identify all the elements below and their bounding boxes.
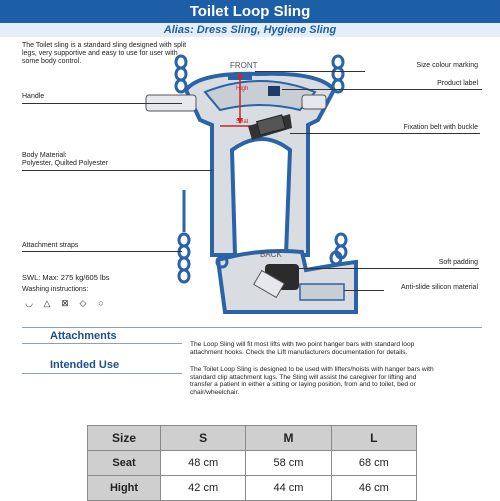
attachment-straps-label: Attachment straps (22, 242, 79, 249)
no-tumble-dry-icon: ⊠ (61, 298, 69, 308)
attachments-text: The Loop Sling will fit most lifts with two point hanger bars with standard loop attachment hooks. Check the Lift manufacturers documentation for details. (190, 341, 415, 356)
high-label: High (236, 86, 249, 92)
table-header-cell: L (331, 426, 416, 451)
size-table (87, 425, 417, 501)
table-header-corner: Size (88, 426, 161, 451)
intro-text: The Toilet sling is a standard sling designed with split legs, very supportive and easy to use for user with some body control. (22, 42, 187, 65)
table-cell: 44 cm (246, 476, 331, 501)
anti-slide-panel (300, 284, 344, 300)
product-label (268, 86, 280, 96)
body-material-label: Body Material: (22, 152, 67, 159)
page-title: Toilet Loop Sling (0, 0, 500, 23)
iron-low-icon: ◇ (79, 298, 87, 308)
seat-label: Seat (236, 119, 249, 125)
table-cell: 42 cm (161, 476, 246, 501)
attachments-heading: Attachments (50, 330, 117, 342)
product-label-text: Product label (437, 80, 478, 87)
alias-subtitle: Alias: Dress Sling, Hygiene Sling (0, 23, 500, 37)
table-cell: 48 cm (161, 451, 246, 476)
size-colour-label: Size colour marking (416, 62, 478, 69)
table-cell: 58 cm (246, 451, 331, 476)
table-row-header: Seat (88, 451, 161, 476)
washing-label: Washing instructions: (22, 286, 89, 293)
table-row-header: Hight (88, 476, 161, 501)
sling-back-view (217, 251, 356, 312)
swl-label: SWL: Max: 275 kg/605 lbs (22, 273, 110, 282)
body-material-value: Polyester, Quilted Polyester (22, 160, 108, 167)
table-header-cell: M (246, 426, 331, 451)
table-cell: 46 cm (331, 476, 416, 501)
handle-label: Handle (22, 93, 45, 100)
dry-clean-icon: ○ (98, 298, 104, 308)
front-label: FRONT (230, 61, 258, 70)
wash-60-icon: ◡ (25, 298, 33, 308)
soft-padding-label: Soft padding (438, 259, 478, 266)
fixation-belt-label: Fixation belt with buckle (403, 124, 478, 131)
back-label: BACK (260, 250, 282, 259)
table-header-cell: S (161, 426, 246, 451)
no-bleach-icon: △ (43, 298, 51, 308)
anti-slide-label: Anti-slide silicon material (400, 284, 478, 291)
intended-use-heading: Intended Use (50, 359, 120, 371)
table-row (88, 451, 417, 476)
table-row (88, 476, 417, 501)
table-row (88, 426, 417, 451)
intended-use-text: The Toilet Loop Sling is designed to be used with lifters/hoists with hanger bars with standard clip attachment lugs. The Sling will assist the caregiver for lifting and transfer a patient in either a sitting or laying position, from and to toilet, bed or chair/wheelchair. (190, 366, 434, 396)
table-cell: 68 cm (331, 451, 416, 476)
